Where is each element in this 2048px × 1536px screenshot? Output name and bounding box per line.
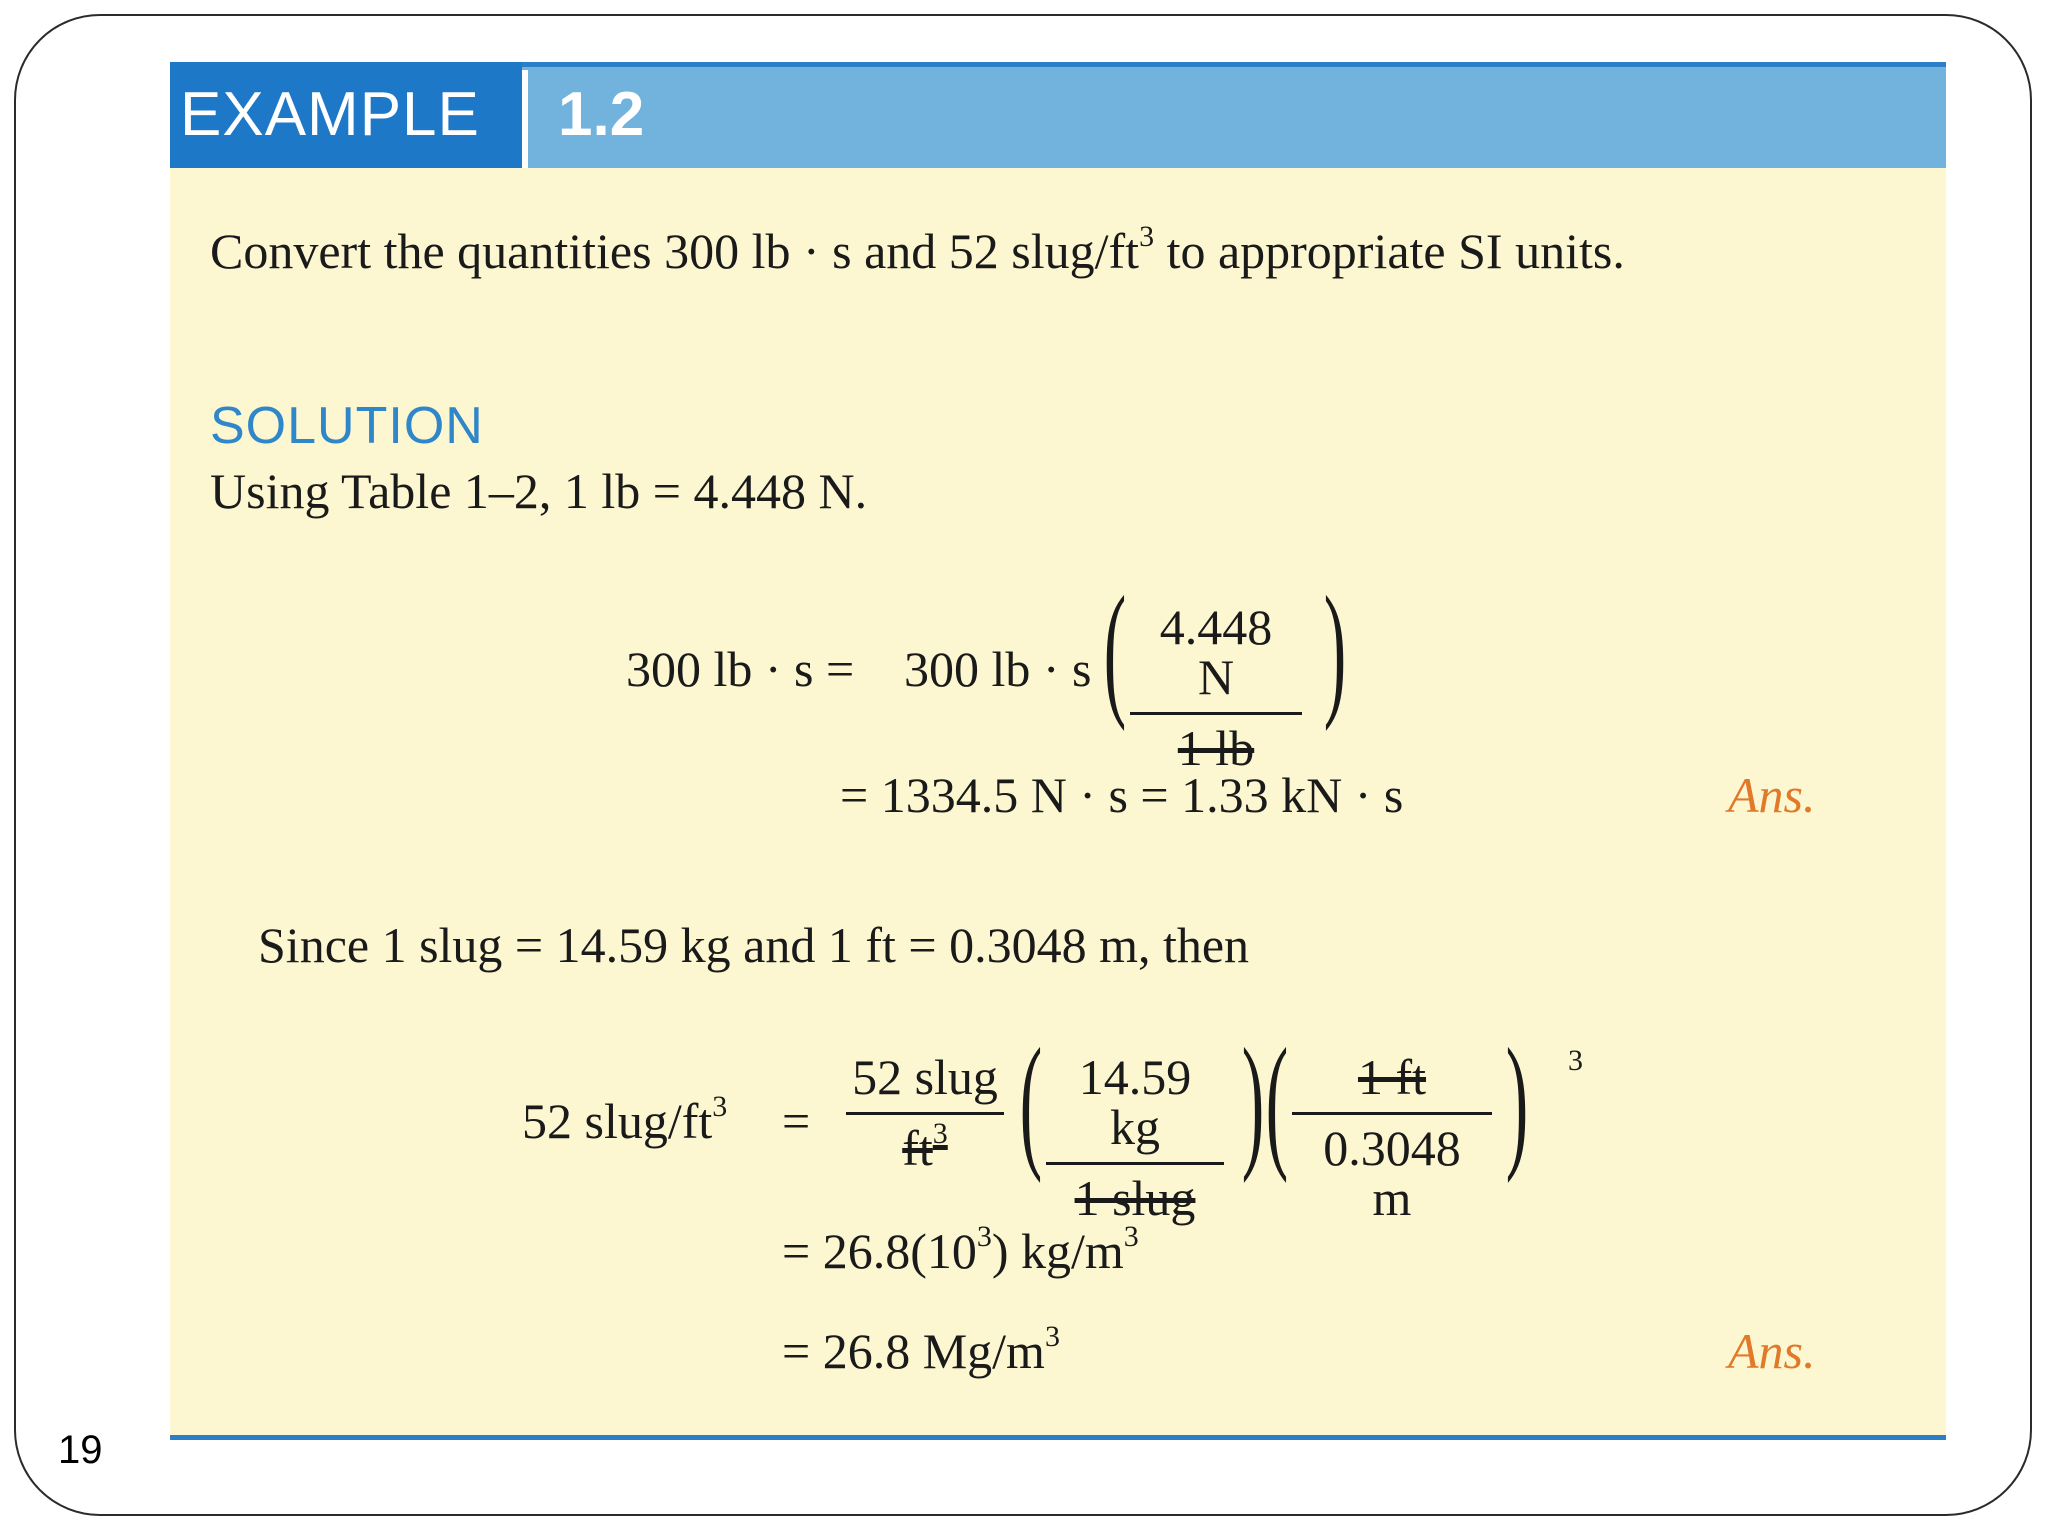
eq1-result: = 1334.5 N · s = 1.33 kN · s [840, 767, 1404, 823]
eq1-frac-den: 1 lb [1177, 720, 1255, 776]
eq2-frac2-right-paren: ) [1241, 1018, 1265, 1184]
eq2-frac1-den: $ft^3$ [902, 1117, 948, 1176]
example-number: 1.2 [558, 80, 645, 149]
eq2-frac3-den: 0.3048 m [1323, 1120, 1461, 1226]
solution-heading: SOLUTION [210, 397, 484, 455]
eq1-rhs-prefix-text: 300 lb · s [904, 641, 1092, 697]
since-text: Since 1 slug = 14.59 kg and 1 ft = 0.3048 m, then [258, 917, 1250, 973]
eq1-lhs: 300 lb · s = [626, 641, 855, 697]
eq2-equals: = [782, 1093, 811, 1149]
eq2-frac3-right-paren: ) [1505, 1018, 1529, 1184]
eq2-result-2: = 26.8 $Mg/m^3$ [782, 1320, 1060, 1379]
eq2-frac2-num: 14.59 kg [1078, 1049, 1192, 1155]
eq1-answer-tag: Ans. [1728, 767, 1816, 823]
eq1-rhs-prefix [904, 641, 1092, 697]
example-card [170, 62, 1946, 1440]
eq1-left-paren: ( [1103, 566, 1127, 732]
eq2-fraction-2 [1046, 1049, 1224, 1226]
header-divider [522, 70, 528, 168]
eq2-power: 3 [1568, 1044, 1583, 1077]
solution-intro: Using Table 1–2, 1 lb = 4.448 N. [210, 463, 868, 519]
eq2-fraction-1 [846, 1049, 1004, 1176]
eq2-result-1: = $26.8(10^3)$ $kg/m^3$ [782, 1220, 1139, 1279]
eq1-right-paren: ) [1323, 566, 1347, 732]
eq2-frac3-num: 1 ft [1357, 1049, 1427, 1105]
example-label: EXAMPLE [170, 62, 522, 168]
eq2-frac3-left-paren: ( [1265, 1018, 1289, 1184]
eq1-frac-num: 4.448 N [1159, 599, 1273, 705]
card-bottom-rule [170, 1435, 1946, 1440]
eq2-frac1-num: 52 slug [852, 1049, 998, 1105]
eq2-frac2-left-paren: ( [1019, 1018, 1043, 1184]
slide-number: 19 [58, 1428, 103, 1472]
eq2-lhs: 52 slug/$ft^3$ [522, 1090, 728, 1149]
eq1-fraction [1130, 599, 1302, 776]
example-header [170, 62, 1946, 168]
problem-statement: Convert the quantities 300 lb · s and 52 slug/$ft^3$ to appropriate SI units. [210, 220, 1625, 279]
eq2-fraction-3 [1292, 1049, 1492, 1226]
eq2-answer-tag: Ans. [1728, 1323, 1816, 1379]
eq2-frac2-den: 1 slug [1074, 1170, 1196, 1226]
